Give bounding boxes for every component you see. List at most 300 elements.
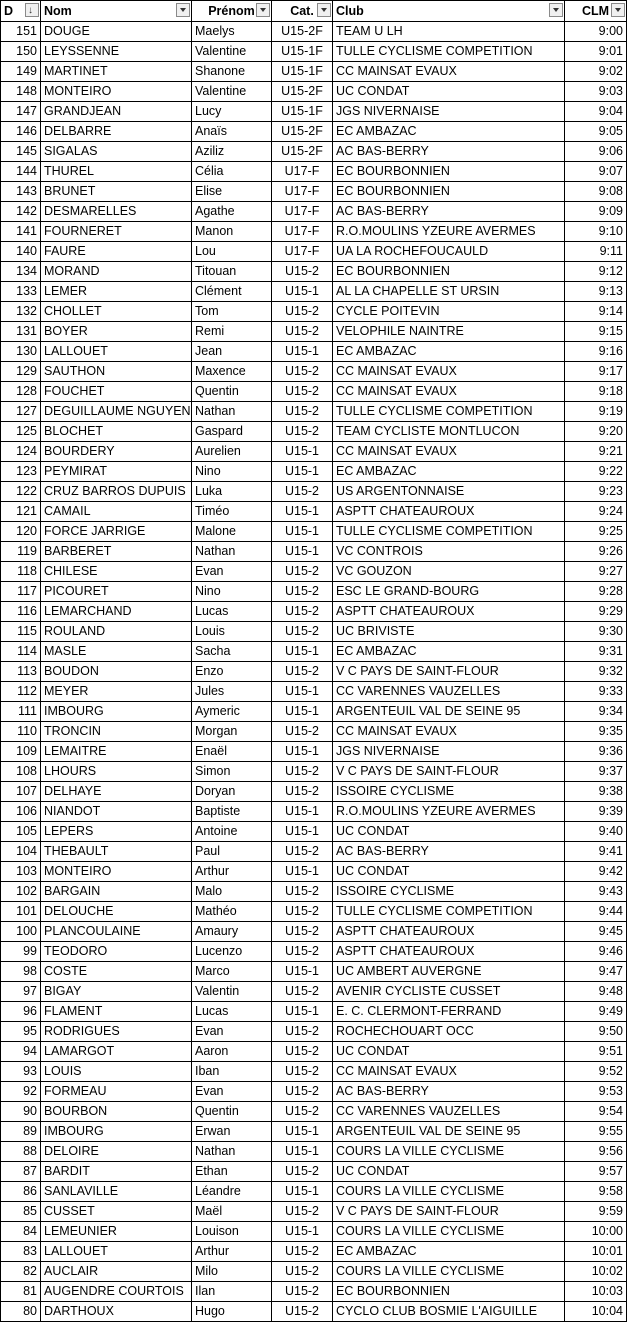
cell-club[interactable]: E. C. CLERMONT-FERRAND (333, 1002, 565, 1022)
cell-club[interactable]: CC MAINSAT EVAUX (333, 62, 565, 82)
cell-dossard[interactable]: 80 (1, 1302, 41, 1322)
header-prenom[interactable] (192, 1, 272, 22)
cell-club[interactable]: UA LA ROCHEFOUCAULD (333, 242, 565, 262)
cell-club[interactable]: V C PAYS DE SAINT-FLOUR (333, 1202, 565, 1222)
cell-club[interactable]: ESC LE GRAND-BOURG (333, 582, 565, 602)
cell-prenom[interactable]: Elise (192, 182, 272, 202)
cell-clm[interactable]: 9:08 (565, 182, 627, 202)
cell-categorie[interactable]: U15-2 (272, 322, 333, 342)
cell-nom[interactable]: FORMEAU (41, 1082, 192, 1102)
cell-clm[interactable]: 10:02 (565, 1262, 627, 1282)
cell-club[interactable]: UC CONDAT (333, 1042, 565, 1062)
cell-club[interactable]: ISSOIRE CYCLISME (333, 782, 565, 802)
cell-dossard[interactable]: 93 (1, 1062, 41, 1082)
cell-clm[interactable]: 9:13 (565, 282, 627, 302)
cell-dossard[interactable]: 87 (1, 1162, 41, 1182)
cell-club[interactable]: AL LA CHAPELLE ST URSIN (333, 282, 565, 302)
cell-club[interactable]: EC AMBAZAC (333, 342, 565, 362)
cell-dossard[interactable]: 110 (1, 722, 41, 742)
cell-club[interactable]: COURS LA VILLE CYCLISME (333, 1262, 565, 1282)
cell-categorie[interactable]: U15-2F (272, 122, 333, 142)
cell-dossard[interactable]: 149 (1, 62, 41, 82)
cell-categorie[interactable]: U15-1 (272, 522, 333, 542)
cell-nom[interactable]: PLANCOULAINE (41, 922, 192, 942)
cell-nom[interactable]: DESMARELLES (41, 202, 192, 222)
cell-prenom[interactable]: Louison (192, 1222, 272, 1242)
cell-categorie[interactable]: U15-1 (272, 342, 333, 362)
cell-club[interactable]: VELOPHILE NAINTRE (333, 322, 565, 342)
cell-categorie[interactable]: U15-2 (272, 902, 333, 922)
cell-club[interactable]: JGS NIVERNAISE (333, 102, 565, 122)
cell-dossard[interactable]: 111 (1, 702, 41, 722)
cell-categorie[interactable]: U15-2 (272, 1262, 333, 1282)
cell-club[interactable]: UC CONDAT (333, 862, 565, 882)
cell-clm[interactable]: 9:51 (565, 1042, 627, 1062)
cell-categorie[interactable]: U15-1 (272, 1142, 333, 1162)
cell-nom[interactable]: ROULAND (41, 622, 192, 642)
cell-dossard[interactable]: 103 (1, 862, 41, 882)
cell-prenom[interactable]: Valentin (192, 982, 272, 1002)
cell-categorie[interactable]: U15-2 (272, 262, 333, 282)
cell-prenom[interactable]: Erwan (192, 1122, 272, 1142)
filter-dropdown-icon[interactable] (256, 3, 270, 17)
cell-categorie[interactable]: U15-1 (272, 682, 333, 702)
cell-club[interactable]: AC BAS-BERRY (333, 1082, 565, 1102)
cell-clm[interactable]: 9:06 (565, 142, 627, 162)
cell-clm[interactable]: 9:23 (565, 482, 627, 502)
cell-nom[interactable]: TEODORO (41, 942, 192, 962)
cell-nom[interactable]: DEGUILLAUME NGUYEN (41, 402, 192, 422)
cell-clm[interactable]: 9:50 (565, 1022, 627, 1042)
cell-dossard[interactable]: 115 (1, 622, 41, 642)
sort-filter-icon[interactable] (25, 3, 39, 17)
cell-clm[interactable]: 9:54 (565, 1102, 627, 1122)
cell-club[interactable]: ASPTT CHATEAUROUX (333, 942, 565, 962)
cell-nom[interactable]: DELOUCHE (41, 902, 192, 922)
cell-club[interactable]: V C PAYS DE SAINT-FLOUR (333, 762, 565, 782)
cell-nom[interactable]: RODRIGUES (41, 1022, 192, 1042)
cell-dossard[interactable]: 92 (1, 1082, 41, 1102)
cell-nom[interactable]: FLAMENT (41, 1002, 192, 1022)
cell-nom[interactable]: SAUTHON (41, 362, 192, 382)
cell-categorie[interactable]: U15-1 (272, 1182, 333, 1202)
cell-clm[interactable]: 9:03 (565, 82, 627, 102)
cell-categorie[interactable]: U15-1 (272, 802, 333, 822)
cell-dossard[interactable]: 90 (1, 1102, 41, 1122)
cell-dossard[interactable]: 109 (1, 742, 41, 762)
cell-clm[interactable]: 9:42 (565, 862, 627, 882)
cell-prenom[interactable]: Baptiste (192, 802, 272, 822)
cell-categorie[interactable]: U15-2 (272, 402, 333, 422)
cell-prenom[interactable]: Mathéo (192, 902, 272, 922)
cell-categorie[interactable]: U15-2 (272, 582, 333, 602)
cell-club[interactable]: TULLE CYCLISME COMPETITION (333, 522, 565, 542)
cell-clm[interactable]: 9:34 (565, 702, 627, 722)
cell-nom[interactable]: BOYER (41, 322, 192, 342)
cell-nom[interactable]: THEBAULT (41, 842, 192, 862)
cell-categorie[interactable]: U15-2 (272, 1282, 333, 1302)
cell-prenom[interactable]: Jean (192, 342, 272, 362)
cell-prenom[interactable]: Valentine (192, 82, 272, 102)
cell-club[interactable]: EC AMBAZAC (333, 122, 565, 142)
cell-dossard[interactable]: 114 (1, 642, 41, 662)
cell-nom[interactable]: LAMARGOT (41, 1042, 192, 1062)
cell-prenom[interactable]: Enaël (192, 742, 272, 762)
cell-nom[interactable]: SANLAVILLE (41, 1182, 192, 1202)
cell-categorie[interactable]: U15-1 (272, 282, 333, 302)
cell-nom[interactable]: FORCE JARRIGE (41, 522, 192, 542)
cell-club[interactable]: AVENIR CYCLISTE CUSSET (333, 982, 565, 1002)
cell-prenom[interactable]: Lucy (192, 102, 272, 122)
cell-nom[interactable]: COSTE (41, 962, 192, 982)
cell-nom[interactable]: LEYSSENNE (41, 42, 192, 62)
cell-nom[interactable]: MONTEIRO (41, 862, 192, 882)
cell-dossard[interactable]: 145 (1, 142, 41, 162)
cell-club[interactable]: AC BAS-BERRY (333, 842, 565, 862)
cell-categorie[interactable]: U15-1 (272, 1122, 333, 1142)
cell-clm[interactable]: 9:46 (565, 942, 627, 962)
cell-club[interactable]: ASPTT CHATEAUROUX (333, 922, 565, 942)
cell-prenom[interactable]: Doryan (192, 782, 272, 802)
cell-categorie[interactable]: U15-2 (272, 922, 333, 942)
cell-nom[interactable]: BOURBON (41, 1102, 192, 1122)
cell-club[interactable]: US ARGENTONNAISE (333, 482, 565, 502)
cell-categorie[interactable]: U15-2 (272, 942, 333, 962)
cell-nom[interactable]: BARGAIN (41, 882, 192, 902)
cell-prenom[interactable]: Malone (192, 522, 272, 542)
cell-nom[interactable]: AUGENDRE COURTOIS (41, 1282, 192, 1302)
cell-prenom[interactable]: Luka (192, 482, 272, 502)
cell-categorie[interactable]: U15-2 (272, 482, 333, 502)
cell-dossard[interactable]: 105 (1, 822, 41, 842)
cell-nom[interactable]: MORAND (41, 262, 192, 282)
cell-nom[interactable]: TRONCIN (41, 722, 192, 742)
cell-nom[interactable]: LEMEUNIER (41, 1222, 192, 1242)
cell-nom[interactable]: DELOIRE (41, 1142, 192, 1162)
filter-dropdown-icon[interactable] (317, 3, 331, 17)
cell-dossard[interactable]: 83 (1, 1242, 41, 1262)
cell-club[interactable]: CC MAINSAT EVAUX (333, 362, 565, 382)
cell-nom[interactable]: BLOCHET (41, 422, 192, 442)
cell-club[interactable]: R.O.MOULINS YZEURE AVERMES (333, 222, 565, 242)
cell-categorie[interactable]: U15-2 (272, 762, 333, 782)
cell-dossard[interactable]: 150 (1, 42, 41, 62)
cell-categorie[interactable]: U15-2 (272, 1102, 333, 1122)
cell-categorie[interactable]: U15-1 (272, 462, 333, 482)
cell-nom[interactable]: LEMARCHAND (41, 602, 192, 622)
cell-prenom[interactable]: Titouan (192, 262, 272, 282)
cell-clm[interactable]: 9:58 (565, 1182, 627, 1202)
cell-clm[interactable]: 9:39 (565, 802, 627, 822)
cell-categorie[interactable]: U15-1 (272, 822, 333, 842)
cell-categorie[interactable]: U15-2 (272, 782, 333, 802)
cell-categorie[interactable]: U15-2 (272, 602, 333, 622)
cell-club[interactable]: CYCLE POITEVIN (333, 302, 565, 322)
cell-club[interactable]: COURS LA VILLE CYCLISME (333, 1222, 565, 1242)
cell-categorie[interactable]: U15-2 (272, 1022, 333, 1042)
header-d[interactable] (1, 1, 41, 22)
cell-club[interactable]: TULLE CYCLISME COMPETITION (333, 902, 565, 922)
cell-clm[interactable]: 9:05 (565, 122, 627, 142)
cell-nom[interactable]: GRANDJEAN (41, 102, 192, 122)
cell-dossard[interactable]: 122 (1, 482, 41, 502)
cell-clm[interactable]: 9:14 (565, 302, 627, 322)
cell-clm[interactable]: 9:02 (565, 62, 627, 82)
cell-club[interactable]: CC MAINSAT EVAUX (333, 722, 565, 742)
cell-categorie[interactable]: U15-2 (272, 1202, 333, 1222)
cell-categorie[interactable]: U15-2 (272, 622, 333, 642)
cell-club[interactable]: CC VARENNES VAUZELLES (333, 682, 565, 702)
cell-club[interactable]: TULLE CYCLISME COMPETITION (333, 402, 565, 422)
cell-categorie[interactable]: U15-1F (272, 62, 333, 82)
cell-nom[interactable]: BOUDON (41, 662, 192, 682)
cell-nom[interactable]: SIGALAS (41, 142, 192, 162)
cell-prenom[interactable]: Léandre (192, 1182, 272, 1202)
cell-prenom[interactable]: Arthur (192, 862, 272, 882)
cell-dossard[interactable]: 107 (1, 782, 41, 802)
cell-dossard[interactable]: 101 (1, 902, 41, 922)
cell-dossard[interactable]: 112 (1, 682, 41, 702)
cell-prenom[interactable]: Nino (192, 462, 272, 482)
cell-clm[interactable]: 9:41 (565, 842, 627, 862)
cell-dossard[interactable]: 119 (1, 542, 41, 562)
cell-clm[interactable]: 9:37 (565, 762, 627, 782)
cell-prenom[interactable]: Agathe (192, 202, 272, 222)
cell-clm[interactable]: 9:43 (565, 882, 627, 902)
cell-categorie[interactable]: U17-F (272, 222, 333, 242)
cell-clm[interactable]: 9:31 (565, 642, 627, 662)
cell-club[interactable]: CC MAINSAT EVAUX (333, 442, 565, 462)
cell-clm[interactable]: 9:15 (565, 322, 627, 342)
cell-prenom[interactable]: Lou (192, 242, 272, 262)
cell-clm[interactable]: 9:18 (565, 382, 627, 402)
cell-club[interactable]: EC AMBAZAC (333, 462, 565, 482)
cell-categorie[interactable]: U15-1 (272, 702, 333, 722)
cell-dossard[interactable]: 89 (1, 1122, 41, 1142)
cell-prenom[interactable]: Marco (192, 962, 272, 982)
cell-dossard[interactable]: 102 (1, 882, 41, 902)
cell-prenom[interactable]: Lucas (192, 602, 272, 622)
filter-dropdown-icon[interactable] (611, 3, 625, 17)
cell-dossard[interactable]: 94 (1, 1042, 41, 1062)
cell-nom[interactable]: BARBERET (41, 542, 192, 562)
cell-prenom[interactable]: Aaron (192, 1042, 272, 1062)
cell-dossard[interactable]: 127 (1, 402, 41, 422)
cell-club[interactable]: CC VARENNES VAUZELLES (333, 1102, 565, 1122)
cell-prenom[interactable]: Jules (192, 682, 272, 702)
cell-dossard[interactable]: 129 (1, 362, 41, 382)
cell-nom[interactable]: FAURE (41, 242, 192, 262)
cell-categorie[interactable]: U15-2 (272, 1082, 333, 1102)
cell-clm[interactable]: 9:38 (565, 782, 627, 802)
cell-nom[interactable]: THUREL (41, 162, 192, 182)
header-nom[interactable] (41, 1, 192, 22)
cell-categorie[interactable]: U15-1 (272, 962, 333, 982)
cell-nom[interactable]: FOUCHET (41, 382, 192, 402)
cell-nom[interactable]: DELHAYE (41, 782, 192, 802)
header-clm[interactable] (565, 1, 627, 22)
cell-nom[interactable]: CHOLLET (41, 302, 192, 322)
cell-prenom[interactable]: Simon (192, 762, 272, 782)
cell-dossard[interactable]: 147 (1, 102, 41, 122)
cell-prenom[interactable]: Aymeric (192, 702, 272, 722)
cell-dossard[interactable]: 143 (1, 182, 41, 202)
cell-clm[interactable]: 9:56 (565, 1142, 627, 1162)
filter-dropdown-icon[interactable] (176, 3, 190, 17)
cell-categorie[interactable]: U15-2 (272, 1042, 333, 1062)
cell-dossard[interactable]: 99 (1, 942, 41, 962)
cell-nom[interactable]: DELBARRE (41, 122, 192, 142)
cell-categorie[interactable]: U15-1 (272, 1222, 333, 1242)
cell-categorie[interactable]: U15-1 (272, 742, 333, 762)
cell-clm[interactable]: 9:53 (565, 1082, 627, 1102)
cell-dossard[interactable]: 151 (1, 22, 41, 42)
cell-clm[interactable]: 10:01 (565, 1242, 627, 1262)
cell-clm[interactable]: 9:17 (565, 362, 627, 382)
cell-prenom[interactable]: Anaïs (192, 122, 272, 142)
cell-nom[interactable]: LHOURS (41, 762, 192, 782)
cell-prenom[interactable]: Aziliz (192, 142, 272, 162)
cell-prenom[interactable]: Hugo (192, 1302, 272, 1322)
cell-nom[interactable]: LALLOUET (41, 342, 192, 362)
cell-dossard[interactable]: 128 (1, 382, 41, 402)
cell-clm[interactable]: 9:47 (565, 962, 627, 982)
cell-club[interactable]: CYCLO CLUB BOSMIE L'AIGUILLE (333, 1302, 565, 1322)
cell-nom[interactable]: IMBOURG (41, 1122, 192, 1142)
cell-prenom[interactable]: Amaury (192, 922, 272, 942)
cell-categorie[interactable]: U15-2 (272, 882, 333, 902)
cell-clm[interactable]: 9:04 (565, 102, 627, 122)
cell-prenom[interactable]: Lucas (192, 1002, 272, 1022)
cell-clm[interactable]: 9:00 (565, 22, 627, 42)
cell-prenom[interactable]: Remi (192, 322, 272, 342)
cell-nom[interactable]: PEYMIRAT (41, 462, 192, 482)
cell-club[interactable]: ASPTT CHATEAUROUX (333, 602, 565, 622)
cell-nom[interactable]: LALLOUET (41, 1242, 192, 1262)
cell-club[interactable]: JGS NIVERNAISE (333, 742, 565, 762)
cell-club[interactable]: EC AMBAZAC (333, 642, 565, 662)
cell-nom[interactable]: MASLE (41, 642, 192, 662)
cell-club[interactable]: EC BOURBONNIEN (333, 262, 565, 282)
cell-clm[interactable]: 9:32 (565, 662, 627, 682)
cell-categorie[interactable]: U15-2F (272, 82, 333, 102)
cell-clm[interactable]: 9:16 (565, 342, 627, 362)
cell-club[interactable]: CC MAINSAT EVAUX (333, 382, 565, 402)
cell-categorie[interactable]: U15-1 (272, 642, 333, 662)
cell-club[interactable]: V C PAYS DE SAINT-FLOUR (333, 662, 565, 682)
cell-club[interactable]: UC CONDAT (333, 82, 565, 102)
cell-categorie[interactable]: U15-2 (272, 982, 333, 1002)
cell-nom[interactable]: MONTEIRO (41, 82, 192, 102)
cell-clm[interactable]: 9:22 (565, 462, 627, 482)
cell-categorie[interactable]: U15-2 (272, 842, 333, 862)
cell-dossard[interactable]: 84 (1, 1222, 41, 1242)
cell-dossard[interactable]: 81 (1, 1282, 41, 1302)
cell-clm[interactable]: 10:00 (565, 1222, 627, 1242)
cell-clm[interactable]: 9:30 (565, 622, 627, 642)
cell-clm[interactable]: 9:10 (565, 222, 627, 242)
cell-categorie[interactable]: U15-1 (272, 542, 333, 562)
header-club[interactable] (333, 1, 565, 22)
cell-dossard[interactable]: 86 (1, 1182, 41, 1202)
cell-dossard[interactable]: 117 (1, 582, 41, 602)
cell-clm[interactable]: 9:26 (565, 542, 627, 562)
cell-dossard[interactable]: 125 (1, 422, 41, 442)
cell-clm[interactable]: 10:03 (565, 1282, 627, 1302)
cell-clm[interactable]: 10:04 (565, 1302, 627, 1322)
cell-categorie[interactable]: U17-F (272, 162, 333, 182)
cell-prenom[interactable]: Nino (192, 582, 272, 602)
cell-club[interactable]: ROCHECHOUART OCC (333, 1022, 565, 1042)
cell-prenom[interactable]: Sacha (192, 642, 272, 662)
cell-clm[interactable]: 9:40 (565, 822, 627, 842)
cell-categorie[interactable]: U15-1 (272, 1002, 333, 1022)
cell-nom[interactable]: LOUIS (41, 1062, 192, 1082)
cell-dossard[interactable]: 106 (1, 802, 41, 822)
cell-club[interactable]: R.O.MOULINS YZEURE AVERMES (333, 802, 565, 822)
cell-clm[interactable]: 9:12 (565, 262, 627, 282)
cell-clm[interactable]: 9:33 (565, 682, 627, 702)
cell-clm[interactable]: 9:28 (565, 582, 627, 602)
cell-categorie[interactable]: U15-1F (272, 42, 333, 62)
cell-dossard[interactable]: 130 (1, 342, 41, 362)
cell-dossard[interactable]: 141 (1, 222, 41, 242)
cell-nom[interactable]: MEYER (41, 682, 192, 702)
cell-nom[interactable]: CAMAIL (41, 502, 192, 522)
cell-clm[interactable]: 9:35 (565, 722, 627, 742)
cell-prenom[interactable]: Maël (192, 1202, 272, 1222)
cell-clm[interactable]: 9:29 (565, 602, 627, 622)
cell-clm[interactable]: 9:36 (565, 742, 627, 762)
cell-dossard[interactable]: 120 (1, 522, 41, 542)
cell-nom[interactable]: BOURDERY (41, 442, 192, 462)
cell-dossard[interactable]: 82 (1, 1262, 41, 1282)
cell-club[interactable]: CC MAINSAT EVAUX (333, 1062, 565, 1082)
cell-nom[interactable]: BARDIT (41, 1162, 192, 1182)
cell-nom[interactable]: CRUZ BARROS DUPUIS (41, 482, 192, 502)
cell-nom[interactable]: LEMER (41, 282, 192, 302)
cell-nom[interactable]: BRUNET (41, 182, 192, 202)
cell-club[interactable]: ARGENTEUIL VAL DE SEINE 95 (333, 702, 565, 722)
cell-club[interactable]: AC BAS-BERRY (333, 142, 565, 162)
cell-prenom[interactable]: Nathan (192, 1142, 272, 1162)
cell-prenom[interactable]: Quentin (192, 382, 272, 402)
cell-clm[interactable]: 9:11 (565, 242, 627, 262)
cell-prenom[interactable]: Maxence (192, 362, 272, 382)
cell-club[interactable]: EC BOURBONNIEN (333, 162, 565, 182)
cell-nom[interactable]: BIGAY (41, 982, 192, 1002)
cell-clm[interactable]: 9:20 (565, 422, 627, 442)
cell-nom[interactable]: AUCLAIR (41, 1262, 192, 1282)
cell-prenom[interactable]: Tom (192, 302, 272, 322)
cell-clm[interactable]: 9:19 (565, 402, 627, 422)
cell-clm[interactable]: 9:57 (565, 1162, 627, 1182)
cell-club[interactable]: VC CONTROIS (333, 542, 565, 562)
cell-categorie[interactable]: U15-2 (272, 1062, 333, 1082)
filter-dropdown-icon[interactable] (549, 3, 563, 17)
cell-prenom[interactable]: Evan (192, 562, 272, 582)
cell-prenom[interactable]: Paul (192, 842, 272, 862)
cell-prenom[interactable]: Evan (192, 1082, 272, 1102)
cell-clm[interactable]: 9:52 (565, 1062, 627, 1082)
cell-dossard[interactable]: 134 (1, 262, 41, 282)
cell-club[interactable]: ASPTT CHATEAUROUX (333, 502, 565, 522)
cell-nom[interactable]: DARTHOUX (41, 1302, 192, 1322)
header-cat[interactable] (272, 1, 333, 22)
cell-prenom[interactable]: Timéo (192, 502, 272, 522)
cell-categorie[interactable]: U17-F (272, 242, 333, 262)
cell-categorie[interactable]: U15-2 (272, 722, 333, 742)
